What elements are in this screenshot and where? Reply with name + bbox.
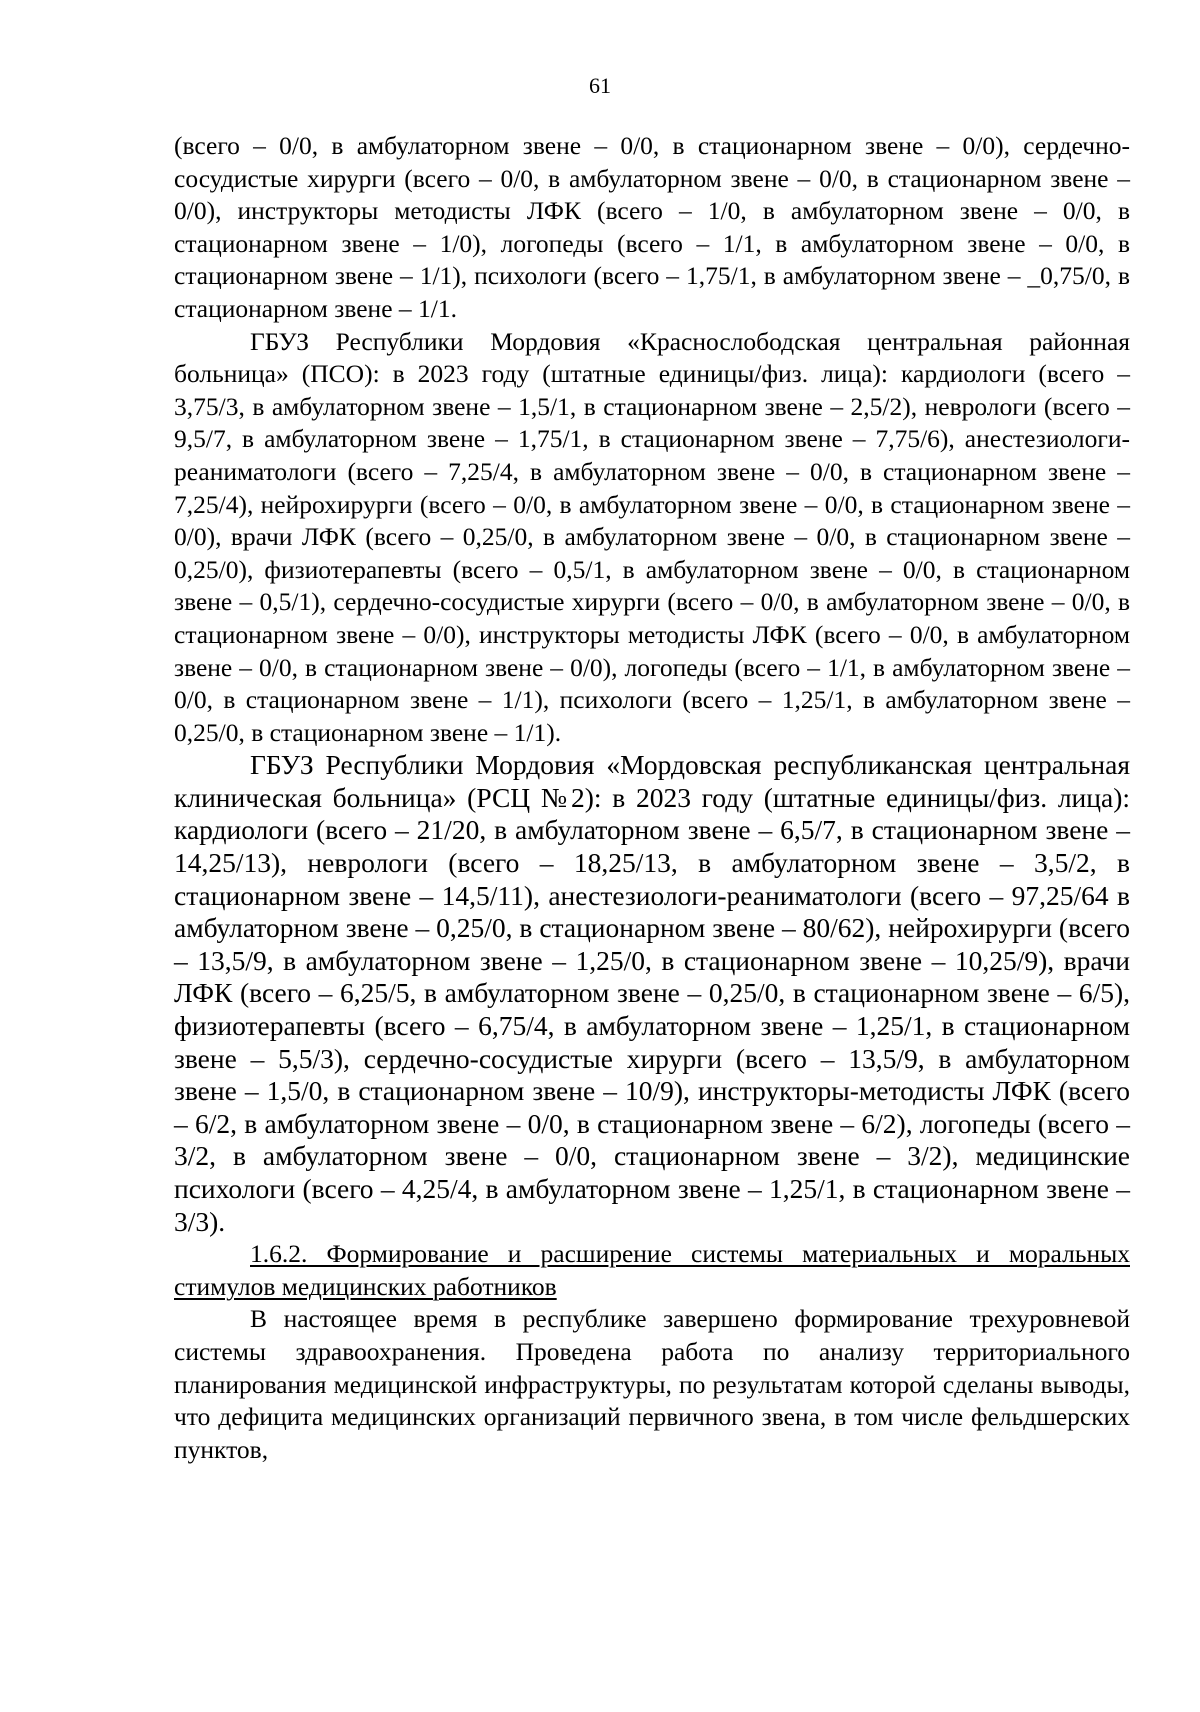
page-number: 61 bbox=[589, 73, 611, 98]
paragraph-three-level-system: В настоящее время в республике завершено формирование трехуровневой системы здравоохранения. Проведена работа по анализу территориального планирования медицинской инфраструктуры, по результатам которой сделаны выводы, что дефицита медицинских организаций первичного звена, в том числе фельдшерских пунктов, bbox=[174, 1304, 1130, 1464]
document-body bbox=[174, 130, 1130, 1466]
paragraph-krasnoslobodsk-hospital: ГБУЗ Республики Мордовия «Краснослободская центральная районная больница» (ПСО): в 2023 году (штатные единицы/физ. лица): кардиологи (всего – 3,75/3, в амбулаторном звене – 1,5/1, в стационарном звене – 2,5/2), неврологи (всего – 9,5/7, в амбулаторном звене – 1,75/1, в стационарном звене – 7,75/6), анестезиологи-реаниматологи (всего – 7,25/4, в амбулаторном звене – 0/0, в стационарном звене – 7,25/4), нейрохирурги (всего – 0/0, в амбулаторном звене – 0/0, в стационарном звене – 0/0), врачи ЛФК (всего – 0,25/0, в амбулаторном звене – 0/0, в стационарном звене – 0,25/0), физиотерапевты (всего – 0,5/1, в амбулаторном звене – 0/0, в стационарном звене – 0,5/1), сердечно-сосудистые хирурги (всего – 0/0, в амбулаторном звене – 0/0, в стационарном звене – 0/0), инструкторы методисты ЛФК (всего – 0/0, в амбулаторном звене – 0/0, в стационарном звене – 0/0), логопеды (всего – 1/1, в амбулаторном звене – 0/0, в стационарном звене – 1/1), психологи (всего – 1,25/1, в амбулаторном звене – 0,25/0, в стационарном звене – 1/1). bbox=[174, 326, 1130, 747]
paragraph-mordovia-republican-hospital: ГБУЗ Республики Мордовия «Мордовская республиканская центральная клиническая больница» (РСЦ №2): в 2023 году (штатные единицы/физ. лица): кардиологи (всего – 21/20, в амбулаторном звене – 6,5/7, в стационарном звене – 14,25/13), неврологи (всего – 18,25/13, в амбулаторном звене – 3,5/2, в стационарном звене – 14,5/11), анестезиологи-реаниматологи (всего – 97,25/64 в амбулаторном звене – 0,25/0, в стационарном звене – 80/62), нейрохирурги (всего – 13,5/9, в амбулаторном звене – 1,25/0, в стационарном звене – 10,25/9), врачи ЛФК (всего – 6,25/5, в амбулаторном звене – 0,25/0, в стационарном звене – 6/5), физиотерапевты (всего – 6,75/4, в амбулаторном звене – 1,25/1, в стационарном звене – 5,5/3), сердечно-сосудистые хирурги (всего – 13,5/9, в амбулаторном звене – 1,5/0, в стационарном звене – 10/9), инструкторы-методисты ЛФК (всего – 6/2, в амбулаторном звене – 0/0, в стационарном звене – 6/2), логопеды (всего – 3/2, в амбулаторном звене – 0/0, стационарном звене – 3/2), медицинские психологи (всего – 4,25/4, в амбулаторном звене – 1,25/1, в стационарном звене – 3/3). bbox=[174, 749, 1130, 1237]
paragraph-specialists-continued: (всего – 0/0, в амбулаторном звене – 0/0, в стационарном звене – 0/0), сердечно-сосудистые хирурги (всего – 0/0, в амбулаторном звене – 0/0, в стационарном звене – 0/0), инструкторы методисты ЛФК (всего – 1/0, в амбулаторном звене – 0/0, в стационарном звене – 1/0), логопеды (всего – 1/1, в амбулаторном звене – 0/0, в стационарном звене – 1/1), психологи (всего – 1,75/1, в амбулаторном звене – _0,75/0, в стационарном звене – 1/1. bbox=[174, 131, 1130, 323]
section-heading-1-6-2: 1.6.2. Формирование и расширение системы материальных и моральных стимулов медицинских работников bbox=[174, 1239, 1130, 1301]
